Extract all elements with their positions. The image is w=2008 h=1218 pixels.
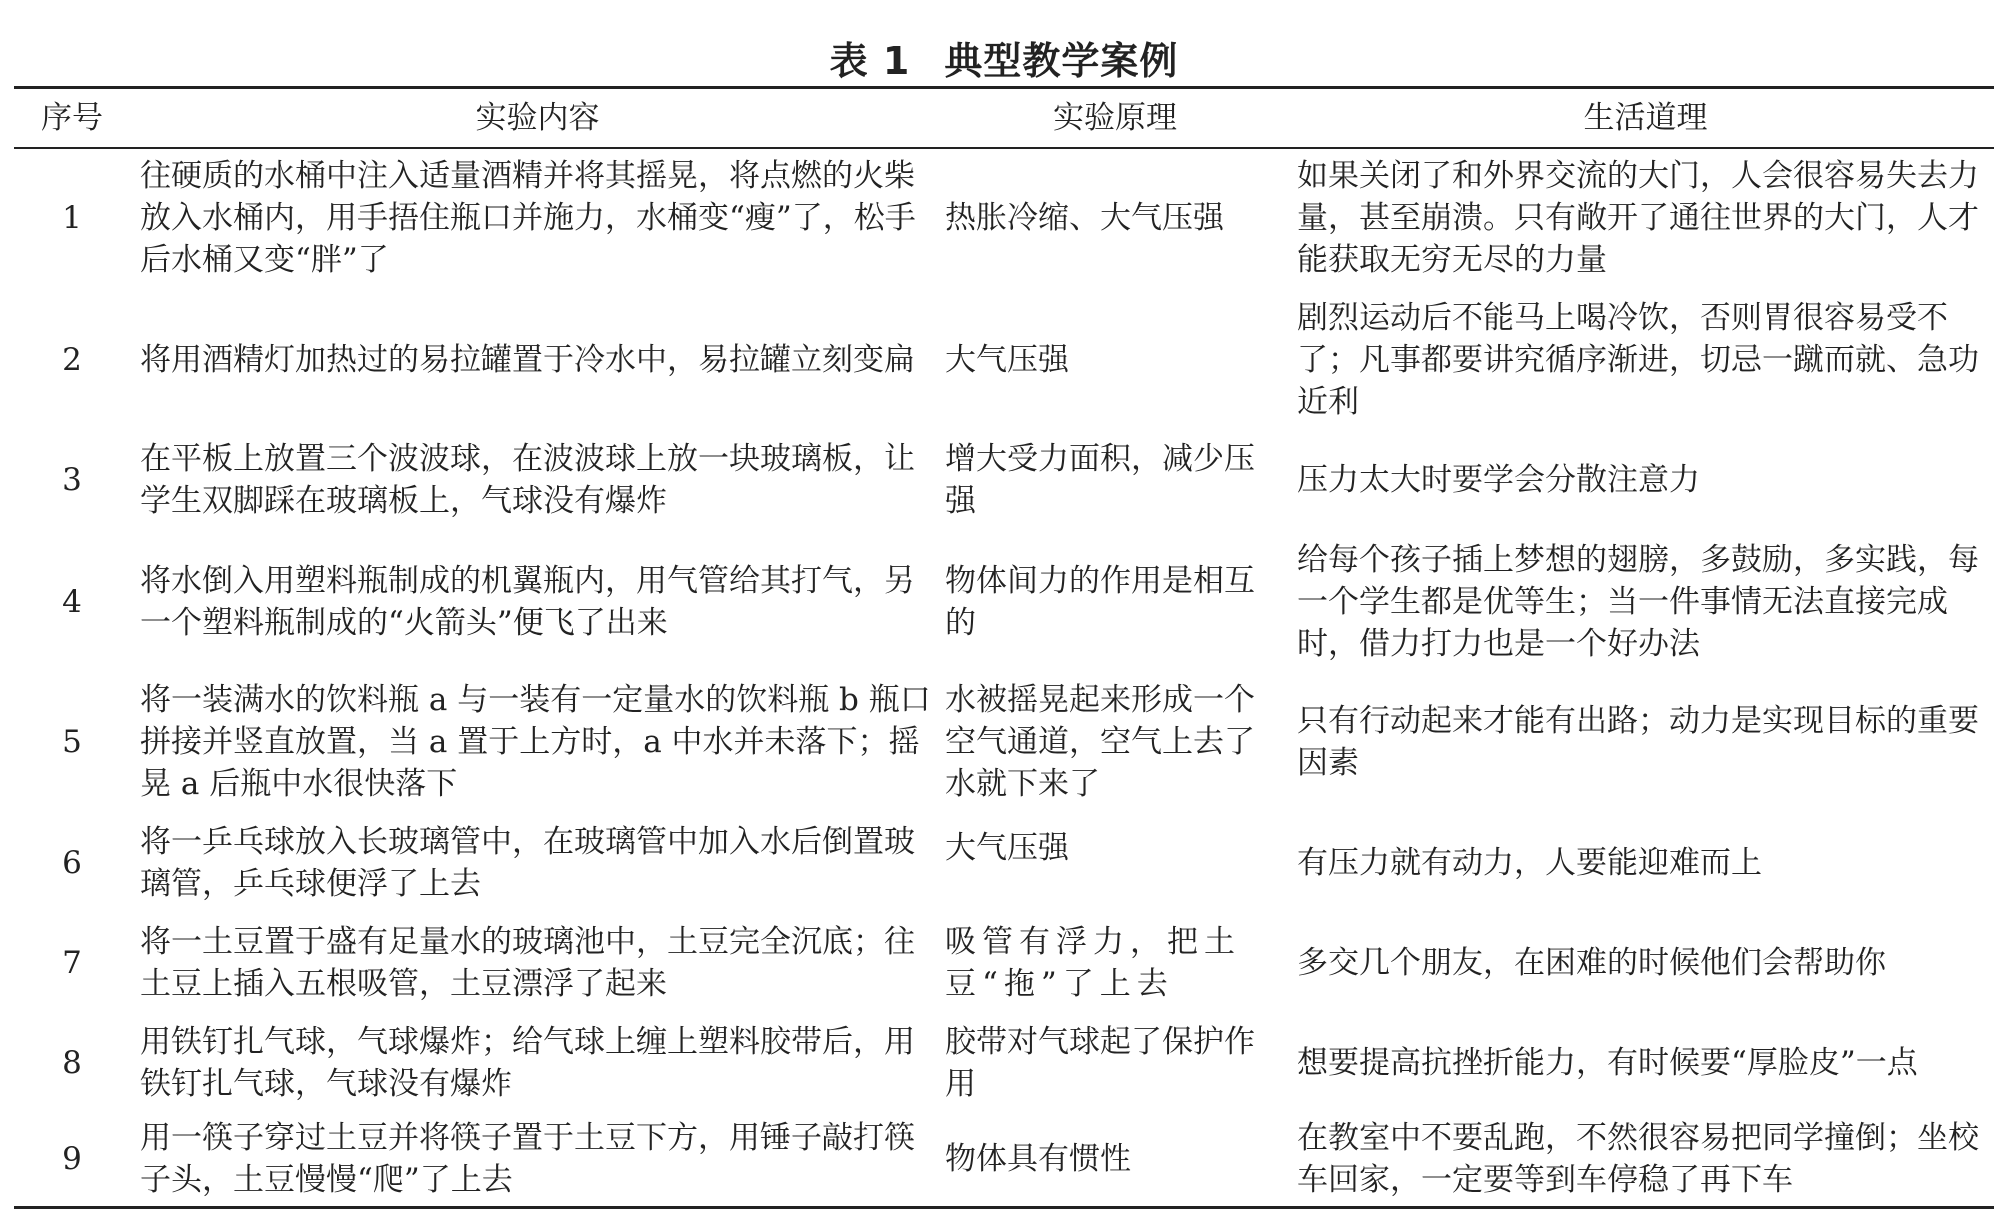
row-3-experiment: 在平板上放置三个波波球，在波波球上放一块玻璃板，让学生双脚踩在玻璃板上，气球没有爆炸: [140, 441, 915, 519]
header-experiment: 实验内容: [475, 100, 600, 136]
row-2-life: 剧烈运动后不能马上喝冷饮，否则胃很容易受不了；凡事都要讲究循序渐进，切忌一蹴而就、急功近利: [1297, 300, 1979, 420]
table-header-rule: [14, 147, 1994, 149]
row-4-experiment: 将水倒入用塑料瓶制成的机翼瓶内，用气管给其打气，另一个塑料瓶制成的“火箭头”便飞了出来: [140, 563, 915, 641]
row-8-principle: 胶带对气球起了保护作用: [945, 1024, 1255, 1102]
row-5-principle: 水被摇晃起来形成一个空气通道，空气上去了水就下来了: [945, 682, 1255, 802]
row-2-principle: 大气压强: [945, 342, 1069, 378]
table-top-rule: [14, 86, 1994, 89]
row-9-no: 9: [62, 1141, 82, 1177]
row-8-experiment: 用铁钉扎气球，气球爆炸；给气球上缠上塑料胶带后，用铁钉扎气球，气球没有爆炸: [140, 1024, 915, 1102]
header-no: 序号: [41, 100, 103, 136]
row-1-experiment: 往硬质的水桶中注入适量酒精并将其摇晃，将点燃的火柴放入水桶内，用手捂住瓶口并施力，水桶变“瘦”了，松手后水桶又变“胖”了: [140, 158, 916, 278]
row-6-principle: 大气压强: [945, 830, 1069, 866]
row-9-life: 在教室中不要乱跑，不然很容易把同学撞倒；坐校车回家，一定要等到车停稳了再下车: [1297, 1120, 1979, 1198]
row-5-life: 只有行动起来才能有出路；动力是实现目标的重要因素: [1297, 703, 1979, 781]
table-title: 典型教学案例: [944, 39, 1179, 83]
row-3-no: 3: [62, 462, 82, 498]
row-5-experiment: 将一装满水的饮料瓶 a 与一装有一定量水的饮料瓶 b 瓶口拼接并竖直放置，当 a 置于上方时，a 中水并未落下；摇晃 a 后瓶中水很快落下: [140, 682, 931, 802]
row-4-no: 4: [62, 584, 82, 620]
row-3-principle: 增大受力面积，减少压强: [945, 441, 1255, 519]
row-7-no: 7: [62, 945, 82, 981]
table-bottom-rule: [14, 1206, 1994, 1209]
row-6-life: 有压力就有动力，人要能迎难而上: [1297, 845, 1762, 881]
row-7-experiment: 将一土豆置于盛有足量水的玻璃池中，土豆完全沉底；往土豆上插入五根吸管，土豆漂浮了起来: [140, 924, 915, 1002]
table-number: 表 1: [829, 39, 911, 83]
row-2-no: 2: [62, 342, 82, 378]
row-8-no: 8: [62, 1045, 82, 1081]
row-7-life: 多交几个朋友，在困难的时候他们会帮助你: [1297, 945, 1886, 981]
row-1-principle: 热胀冷缩、大气压强: [945, 200, 1224, 236]
header-life: 生活道理: [1583, 100, 1708, 136]
row-2-experiment: 将用酒精灯加热过的易拉罐置于冷水中，易拉罐立刻变扁: [140, 342, 915, 378]
row-9-principle: 物体具有惯性: [945, 1141, 1131, 1177]
row-6-experiment: 将一乒乓球放入长玻璃管中，在玻璃管中加入水后倒置玻璃管，乒乓球便浮了上去: [140, 824, 915, 902]
row-1-life: 如果关闭了和外界交流的大门，人会很容易失去力量，甚至崩溃。只有敞开了通往世界的大门，人才能获取无穷无尽的力量: [1297, 158, 1979, 278]
table-caption: [0, 30, 2008, 85]
row-5-no: 5: [62, 724, 82, 760]
row-4-life: 给每个孩子插上梦想的翅膀，多鼓励，多实践，每一个学生都是优等生；当一件事情无法直接完成时，借力打力也是一个好办法: [1297, 542, 1979, 662]
row-7-principle: 吸管有浮力，把土豆“拖”了上去: [945, 924, 1241, 1002]
header-principle: 实验原理: [1053, 100, 1177, 136]
row-1-no: 1: [62, 200, 82, 236]
row-3-life: 压力太大时要学会分散注意力: [1297, 462, 1700, 498]
row-4-principle: 物体间力的作用是相互的: [945, 563, 1255, 641]
row-8-life: 想要提高抗挫折能力，有时候要“厚脸皮”一点: [1297, 1045, 1918, 1081]
row-6-no: 6: [62, 845, 82, 881]
row-9-experiment: 用一筷子穿过土豆并将筷子置于土豆下方，用锤子敲打筷子头，土豆慢慢“爬”了上去: [140, 1120, 915, 1198]
